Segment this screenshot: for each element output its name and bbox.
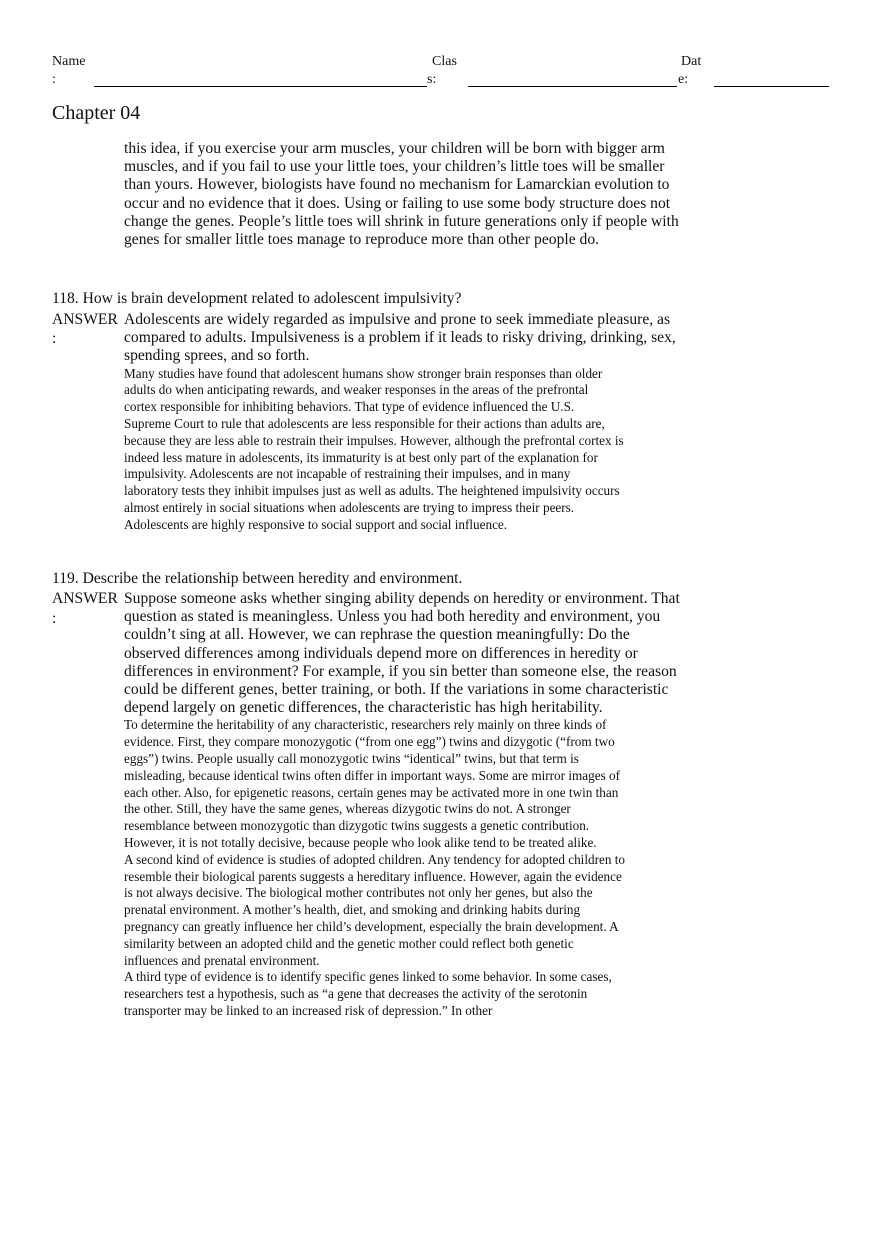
answer-119-detail-2: A second kind of evidence is studies of adopted children. Any tendency for adopted children to resemble their biological parents suggests a hereditary influence. However, again the evidence is not always decisive. The biological mother contributes not only her genes, but also the prenatal environment. A mother’s health, diet, and smoking and drinking habits during pregnancy can greatly influence her child’s development, especially the brain development. A similarity between an adopted child and the genetic mother could reflect both genetic influences and prenatal environment. xyxy=(124,851,625,968)
date-label: Dat xyxy=(681,54,702,69)
name-field-line xyxy=(94,86,427,87)
answer-block-119 xyxy=(124,590,680,1020)
answer-119-main: Suppose someone asks whether singing ability depends on heredity or environment. That question as stated is meaningless. Unless you had both heredity and environment, you couldn’t sing at all. However, we can rephrase the question meaningfully: Do the observed differences among individuals depend more on differences in heredity or differences in environment? For example, if you sin better than someone else, the reason could be different genes, better training, or both. If the variations in some characteristic depend largely on genetic differences, the characteristic has high heritability. xyxy=(124,590,680,717)
answer-119-detail-3: A third type of evidence is to identify specific genes linked to some behavior. In some cases, researchers test a hypothesis, such as “a gene that decreases the activity of the serotonin transporter may be linked to an increased risk of depression.” In other xyxy=(124,969,612,1018)
answer-118-detail: Many studies have found that adolescent humans show stronger brain responses than older adults do when anticipating rewards, and weaker responses in the areas of the prefrontal cortex responsible for inhibiting behaviors. That type of evidence influenced the U.S. Supreme Court to rule that adolescents are less responsible for their actions than adults are, because they are less able to restrain their impulses. However, although the prefrontal cortex is indeed less mature in adolescents, its immaturity is at best only part of the explanation for impulsivity. Adolescents are not incapable of restraining their impulses, and in many laboratory tests they inhibit impulses just as well as adults. The heightened impulsivity occurs almost entirely in social situations when adolescents are trying to impress their peers. Adolescents are highly responsive to social support and social influence. xyxy=(124,365,624,532)
answer-block-118 xyxy=(124,311,680,534)
answer-label-118: ANSWER xyxy=(52,311,118,328)
answer-colon-118: : xyxy=(52,330,57,347)
date-field-line xyxy=(714,86,829,87)
answer-colon-119: : xyxy=(52,610,57,627)
chapter-title: Chapter 04 xyxy=(52,102,141,124)
class-label: Clas xyxy=(432,54,457,69)
answer-119-detail-1: To determine the heritability of any characteristic, researchers rely mainly on three kinds of evidence. First, they compare monozygotic (“from one egg”) twins and dizygotic (“from two eggs”) twins. People usually call monozygotic twins “identical” twins, but that term is misleading, because identical twins often differ in important ways. Some are mirror images of each other. Also, for epigenetic reasons, certain genes may be activated more in one twin than the other. Still, they have the same genes, whereas dizygotic twins do not. A stronger resemblance between monozygotic than dizygotic twins suggests a genetic contribution. However, it is not totally decisive, because people who look alike tend to be treated alike. xyxy=(124,717,620,850)
class-colon: s: xyxy=(427,72,437,87)
date-colon: e: xyxy=(678,72,689,87)
continuation-block xyxy=(124,140,684,249)
question-118: 118. How is brain development related to adolescent impulsivity? xyxy=(52,290,462,307)
answer-118-main: Adolescents are widely regarded as impulsive and prone to seek immediate pleasure, as compared to adults. Impulsiveness is a problem if it leads to risky driving, drinking, sex, spending sprees, and so forth. xyxy=(124,311,676,365)
continuation-text: this idea, if you exercise your arm muscles, your children will be born with bigger arm muscles, and if you fail to use your little toes, your children’s little toes will be smaller than yours. However, biologists have found no mechanism for Lamarckian evolution to occur and no evidence that it does. Using or failing to use some body structure does not change the genes. People’s little toes will shrink in future generations only if people with genes for smaller little toes manage to reproduce more than other people do. xyxy=(124,140,679,249)
name-label: Name xyxy=(52,54,86,69)
question-119: 119. Describe the relationship between heredity and environment. xyxy=(52,570,463,587)
name-colon: : xyxy=(52,72,56,87)
class-field-line xyxy=(468,86,677,87)
answer-label-119: ANSWER xyxy=(52,590,118,607)
